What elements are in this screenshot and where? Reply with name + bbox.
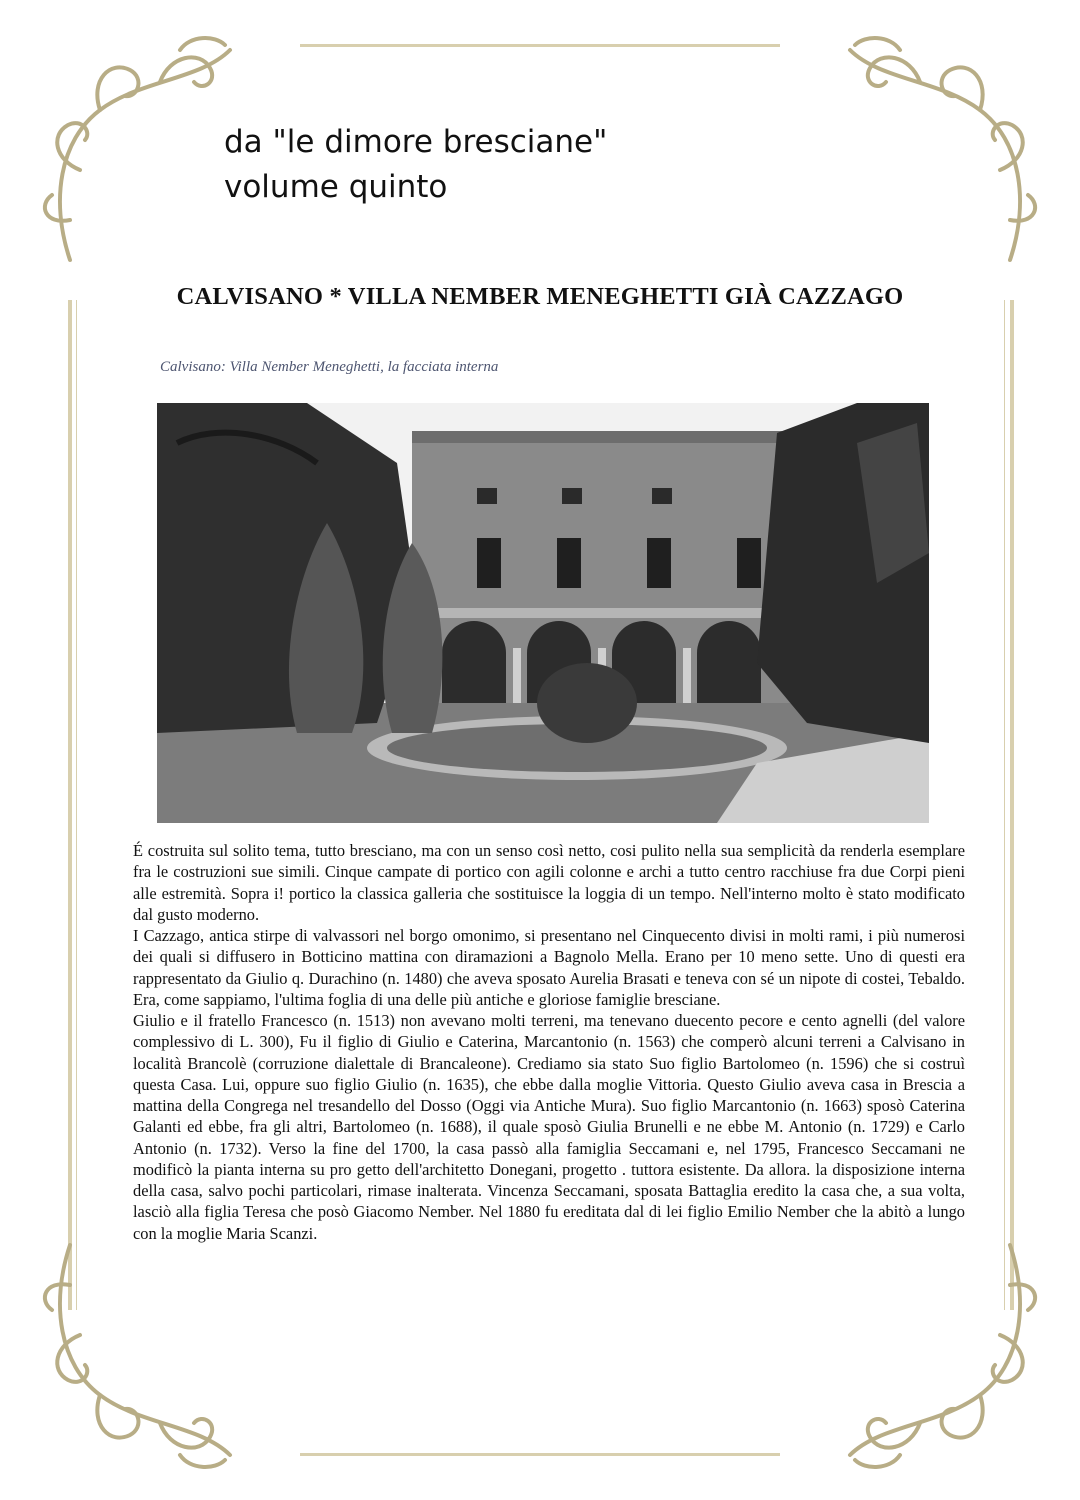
source-note-line-1: da "le dimore bresciane" — [224, 124, 608, 160]
page-title: CALVISANO * VILLA NEMBER MENEGHETTI GIÀ CAZZAGO — [176, 283, 904, 310]
frame-bottom-line — [300, 1453, 780, 1456]
frame-left-inner-line — [76, 300, 77, 1310]
frame-right-line — [1010, 300, 1014, 1310]
frame-top-line — [300, 44, 780, 47]
ornament-bottom-left — [30, 1225, 250, 1485]
frame-right-inner-line — [1004, 300, 1005, 1310]
ornament-bottom-right — [830, 1225, 1050, 1485]
paragraph: Giulio e il fratello Francesco (n. 1513) non avevano molti terreni, ma tenevano duecento pecore e cento agnelli (del valore complessivo di L. 300), Fu il figlio di Giulio e Caterina, Marcantonio (n. 1563) che comperò alcuni terreni a Calvisano in località Brancolè (corruzione dialettale di Brancaleone). Crediamo sia stato Suo figlio Bartolomeo (n. 1596) che si costruì questa Casa. Lui, oppure suo figlio Giulio (n. 1635), che ebbe dalla moglie Vittoria. Questo Giulio aveva casa in Brescia a mattina della Congrega nel tresandello del Dosso (Oggi via Antiche Mura). Suo figlio Marcantonio (n. 1663) sposò Caterina Galanti ed ebbe, fra gli altri, Bartolomeo (n. 1688), il quale sposò Giulia Brunelli e ne ebbe M. Antonio (n. 1729) e Carlo Antonio (n. 1732). Verso la fine del 1700, la casa passò alla famiglia Seccamani e, nel 1795, Francesco Seccamani ne modificò la pianta interna su pro getto dell'architetto Donegani, progetto . tuttora esistente. Da allora. la disposizione interna della casa, salvo pochi particolari, rimase inalterata. Vincenza Seccamani, sposata Battaglia eredito la casa che, a sua volta, lasciò alla figlia Teresa che posò Giacomo Nember. Nel 1880 fu ereditata dal di lei figlio Emilio Nember che la abitò a lungo con la moglie Maria Scanzi. — [133, 1011, 965, 1243]
ornament-top-left — [30, 20, 250, 280]
article-body — [133, 840, 965, 1244]
photo-caption: Calvisano: Villa Nember Meneghetti, la facciata interna — [160, 359, 499, 375]
paragraph: I Cazzago, antica stirpe di valvassori nel borgo omonimo, si presentano nel Cinquecento divisi in molti rami, i più numerosi dei quali si diffusero in Botticino mattina con diramazioni a Bagnolo Mella. Erano per 10 meno sette. Uno di questi era rappresentato da Giulio q. Durachino (n. 1480) che aveva sposato Aurelia Brasati e teneva con sé un nipote di costei, Tebaldo. Era, come sappiamo, l'ultima foglia di una delle più antiche e gloriose famiglie bresciane. — [133, 926, 965, 1009]
source-note — [224, 120, 924, 210]
villa-photo — [157, 403, 929, 823]
frame-left-line — [68, 300, 72, 1310]
source-note-line-2: volume quinto — [224, 169, 448, 205]
paragraph: É costruita sul solito tema, tutto bresciano, ma con un senso così netto, cosi pulito nella sua semplicità da renderla esemplare fra le costruzioni sue simili. Cinque campate di portico con agili colonne e archi a tutto centro racchiuse fra due Corpi pieni alle estremità. Sopra i! portico la classica galleria che sostituisce la loggia di un tempo. Nell'interno molto è stato modificato dal gusto moderno. — [133, 841, 965, 924]
